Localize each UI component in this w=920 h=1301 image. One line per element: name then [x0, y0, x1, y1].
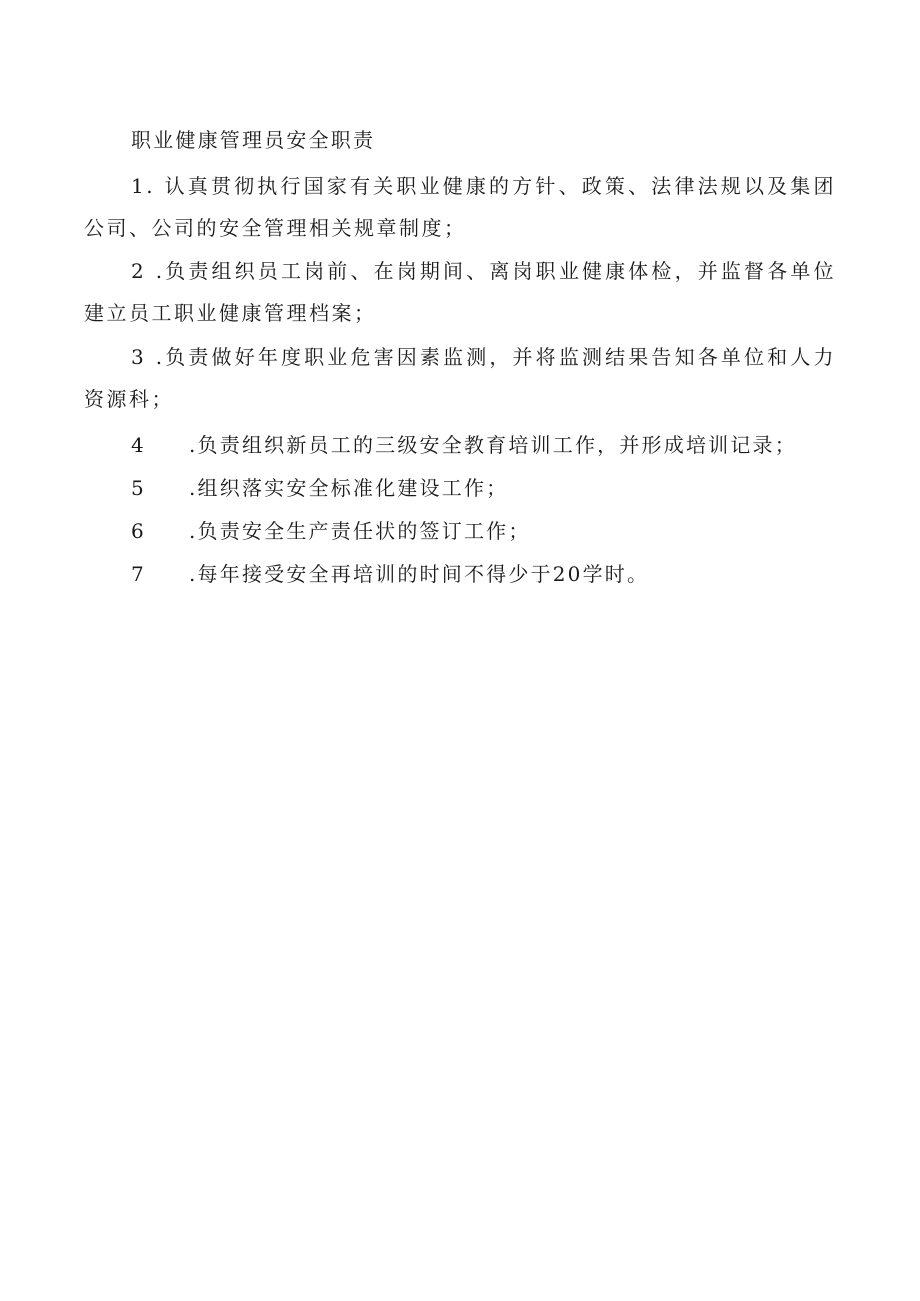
duty-item-text: .负责安全生产责任状的签订工作； [189, 519, 531, 543]
duty-item-number: 4 [131, 433, 144, 457]
duty-item-number: 6 [131, 519, 144, 543]
duty-item-text: .组织落实安全标准化建设工作； [189, 476, 509, 500]
duty-paragraph-2: 2 .负责组织员工岗前、在岗期间、离岗职业健康体检，并监督各单位建立员工职业健康管理档案； [84, 259, 836, 325]
duty-item-number: 7 [131, 562, 144, 586]
document-title: 职业健康管理员安全职责 [131, 128, 376, 152]
duty-paragraph-3: 3 .负责做好年度职业危害因素监测，并将监测结果告知各单位和人力资源科； [84, 345, 836, 411]
duty-item-text: .每年接受安全再培训的时间不得少于20学时。 [189, 562, 650, 586]
duty-paragraph-1: 1. 认真贯彻执行国家有关职业健康的方针、政策、法律法规以及集团公司、公司的安全管理相关规章制度； [84, 174, 836, 240]
duty-item-number: 5 [131, 476, 144, 500]
duty-item-text: .负责组织新员工的三级安全教育培训工作，并形成培训记录； [189, 433, 797, 457]
